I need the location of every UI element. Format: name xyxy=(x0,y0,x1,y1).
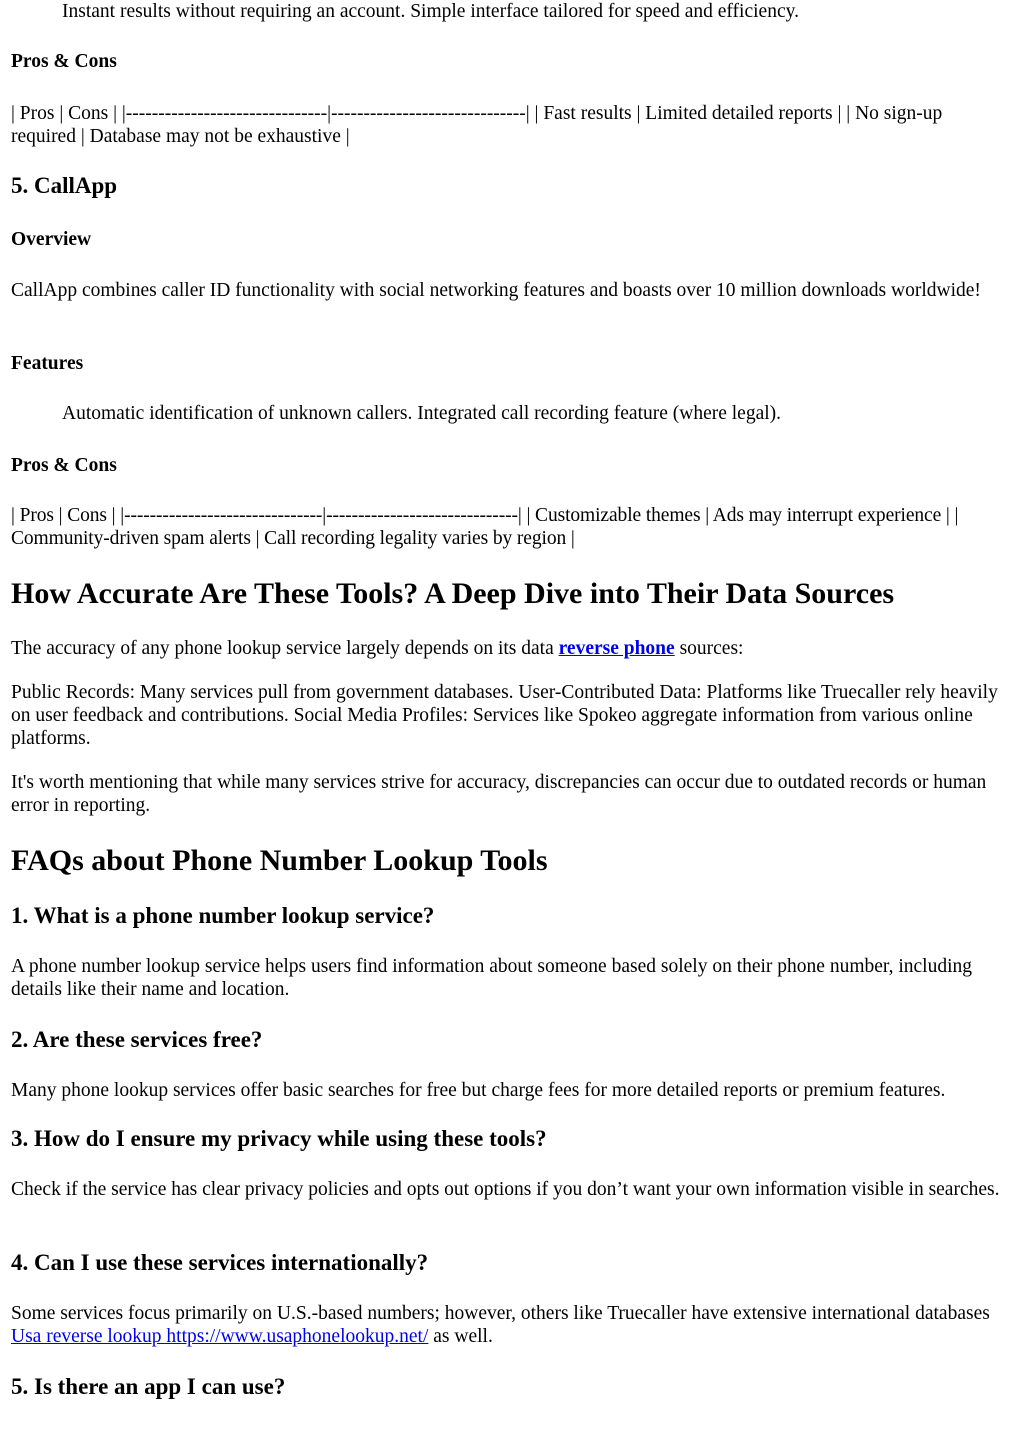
pros-cons-heading: Pros & Cons xyxy=(11,51,117,72)
faq-answer-1: A phone number lookup service helps users find information about someone based solely on their phone number, including details like their name and location. xyxy=(11,956,973,1000)
accuracy-note-text: It's worth mentioning that while many services strive for accuracy, discrepancies can occur due to outdated records or human error in reporting. xyxy=(11,772,987,816)
pros-cons-heading: Pros & Cons xyxy=(11,455,117,476)
faq-question-1: 1. What is a phone number lookup service? xyxy=(11,903,435,928)
accuracy-intro xyxy=(11,637,1012,660)
faq-answer-2: Many phone lookup services offer basic searches for free but charge fees for more detailed reports or premium features. xyxy=(11,1080,946,1101)
faq-question-5: 5. Is there an app I can use? xyxy=(11,1374,286,1399)
overview-text: CallApp combines caller ID functionality with social networking features and boasts over 10 million downloads worldwide! xyxy=(11,280,981,301)
features-heading: Features xyxy=(11,353,84,374)
faq-answer-3: Check if the service has clear privacy policies and opts out options if you don’t want your own information visible in searches. xyxy=(11,1179,1000,1200)
reverse-phone-link[interactable]: reverse phone xyxy=(558,638,675,659)
pros-cons-table-text: | Pros | Cons | |-------------------------------|------------------------------| | Customizable themes | Ads may interrupt experience | | Community-driven spam alerts | Call recording legality varies by region | xyxy=(11,505,959,549)
faq-answer-4 xyxy=(11,1302,1012,1348)
overview-heading: Overview xyxy=(11,229,92,250)
accuracy-heading: How Accurate Are These Tools? A Deep Dive into Their Data Sources xyxy=(11,577,895,610)
data-sources-text: Public Records: Many services pull from government databases. User-Contributed Data: Platforms like Truecaller rely heavily on user feedback and contributions. Social Media Profiles: Services like Spokeo aggregate information from various online platforms. xyxy=(11,682,998,749)
accuracy-intro-suffix: sources: xyxy=(674,638,744,659)
faq-question-3: 3. How do I ensure my privacy while using these tools? xyxy=(11,1126,547,1151)
faqs-heading: FAQs about Phone Number Lookup Tools xyxy=(11,844,548,877)
section-heading-callapp: 5. CallApp xyxy=(11,173,118,198)
features-list-text: Automatic identification of unknown callers. Integrated call recording feature (where legal). xyxy=(62,403,782,424)
features-list-text: Instant results without requiring an account. Simple interface tailored for speed and efficiency. xyxy=(62,1,799,22)
usa-reverse-lookup-link[interactable]: Usa reverse lookup https://www.usaphonelookup.net/ xyxy=(11,1326,429,1347)
faq-answer-4-suffix: as well. xyxy=(428,1326,493,1347)
faq-question-4: 4. Can I use these services internationally? xyxy=(11,1250,429,1275)
faq-question-2: 2. Are these services free? xyxy=(11,1027,263,1052)
pros-cons-table-text: | Pros | Cons | |-------------------------------|------------------------------| | Fast results | Limited detailed reports | | No sign-up required | Database may not be exhaustive | xyxy=(11,103,943,147)
accuracy-intro-text: The accuracy of any phone lookup service largely depends on its data xyxy=(11,638,559,659)
faq-answer-4-text: Some services focus primarily on U.S.-based numbers; however, others like Truecaller have extensive international databases xyxy=(11,1303,990,1324)
